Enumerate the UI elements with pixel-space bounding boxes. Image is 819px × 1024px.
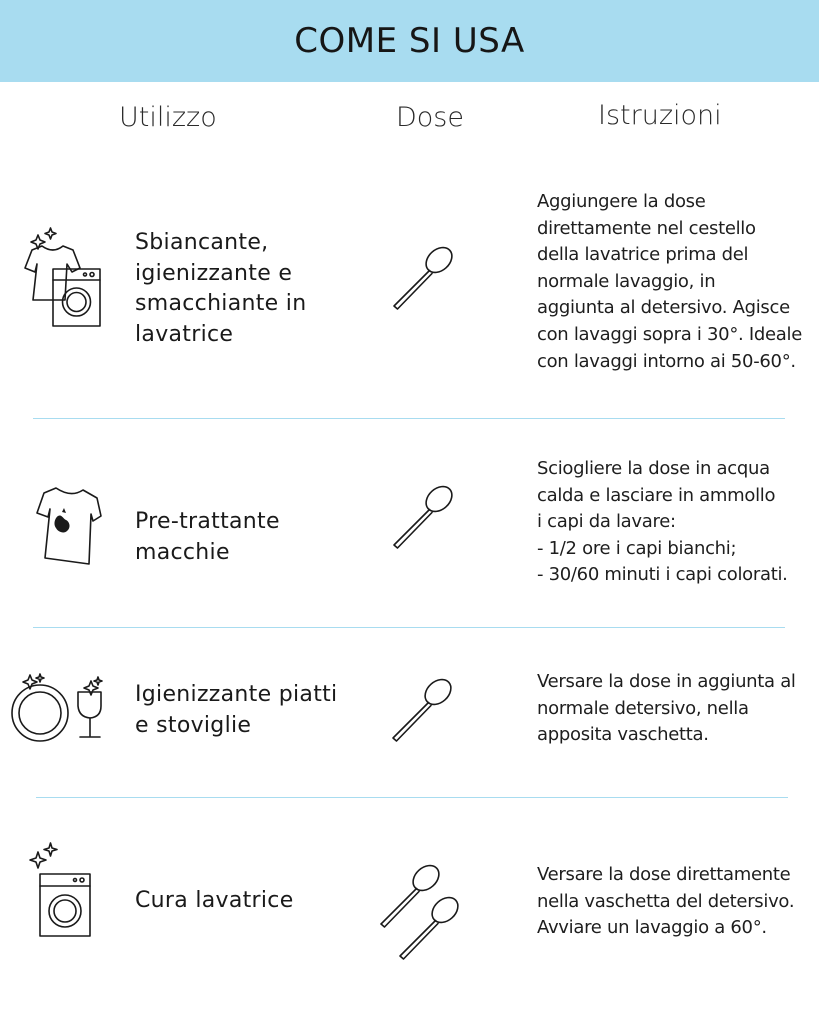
row-divider [33, 627, 785, 628]
page-title: COME SI USA [294, 21, 525, 61]
row-label-dishes: Igienizzante piatti e stoviglie [135, 682, 338, 738]
spoon-icon [389, 674, 459, 744]
spoon-icon [390, 242, 460, 312]
row-label-stain-pretreat: Pre-trattante macchie [135, 509, 280, 565]
plate-glass-icon [10, 672, 106, 746]
column-heading-usage: Utilizzo [119, 102, 217, 133]
row-label-machine-care: Cura lavatrice [135, 888, 294, 913]
washing-machine-icon [24, 840, 94, 940]
column-heading-instructions: Istruzioni [598, 100, 722, 131]
row-divider [36, 797, 788, 798]
shirt-washing-machine-icon [20, 224, 106, 330]
row-label-bleach: Sbiancante, igienizzante e smacchiante in lavatrice [135, 230, 307, 347]
spoon-icon [390, 481, 460, 551]
instructions-stain-pretreat: Sciogliere la dose in acqua calda e lasciare in ammollo i capi da lavare: - 1/2 ore i capi bianchi; - 30/60 minuti i capi colorati. [537, 458, 788, 586]
spoon-icon [396, 892, 466, 962]
column-heading-dose: Dose [396, 102, 464, 133]
row-divider [33, 418, 785, 419]
instructions-bleach: Aggiungere la dose direttamente nel cestello della lavatrice prima del normale lavaggio, in aggiunta al detersivo. Agisce con lavaggi sopra i 30°. Ideale con lavaggi intorno ai 50-60°. [537, 191, 802, 372]
instructions-dishes: Versare la dose in aggiunta al normale detersivo, nella apposita vaschetta. [537, 671, 796, 746]
header-banner [0, 0, 819, 82]
stained-shirt-icon [36, 486, 102, 566]
instructions-machine-care: Versare la dose direttamente nella vaschetta del detersivo. Avviare un lavaggio a 60°. [537, 864, 795, 939]
